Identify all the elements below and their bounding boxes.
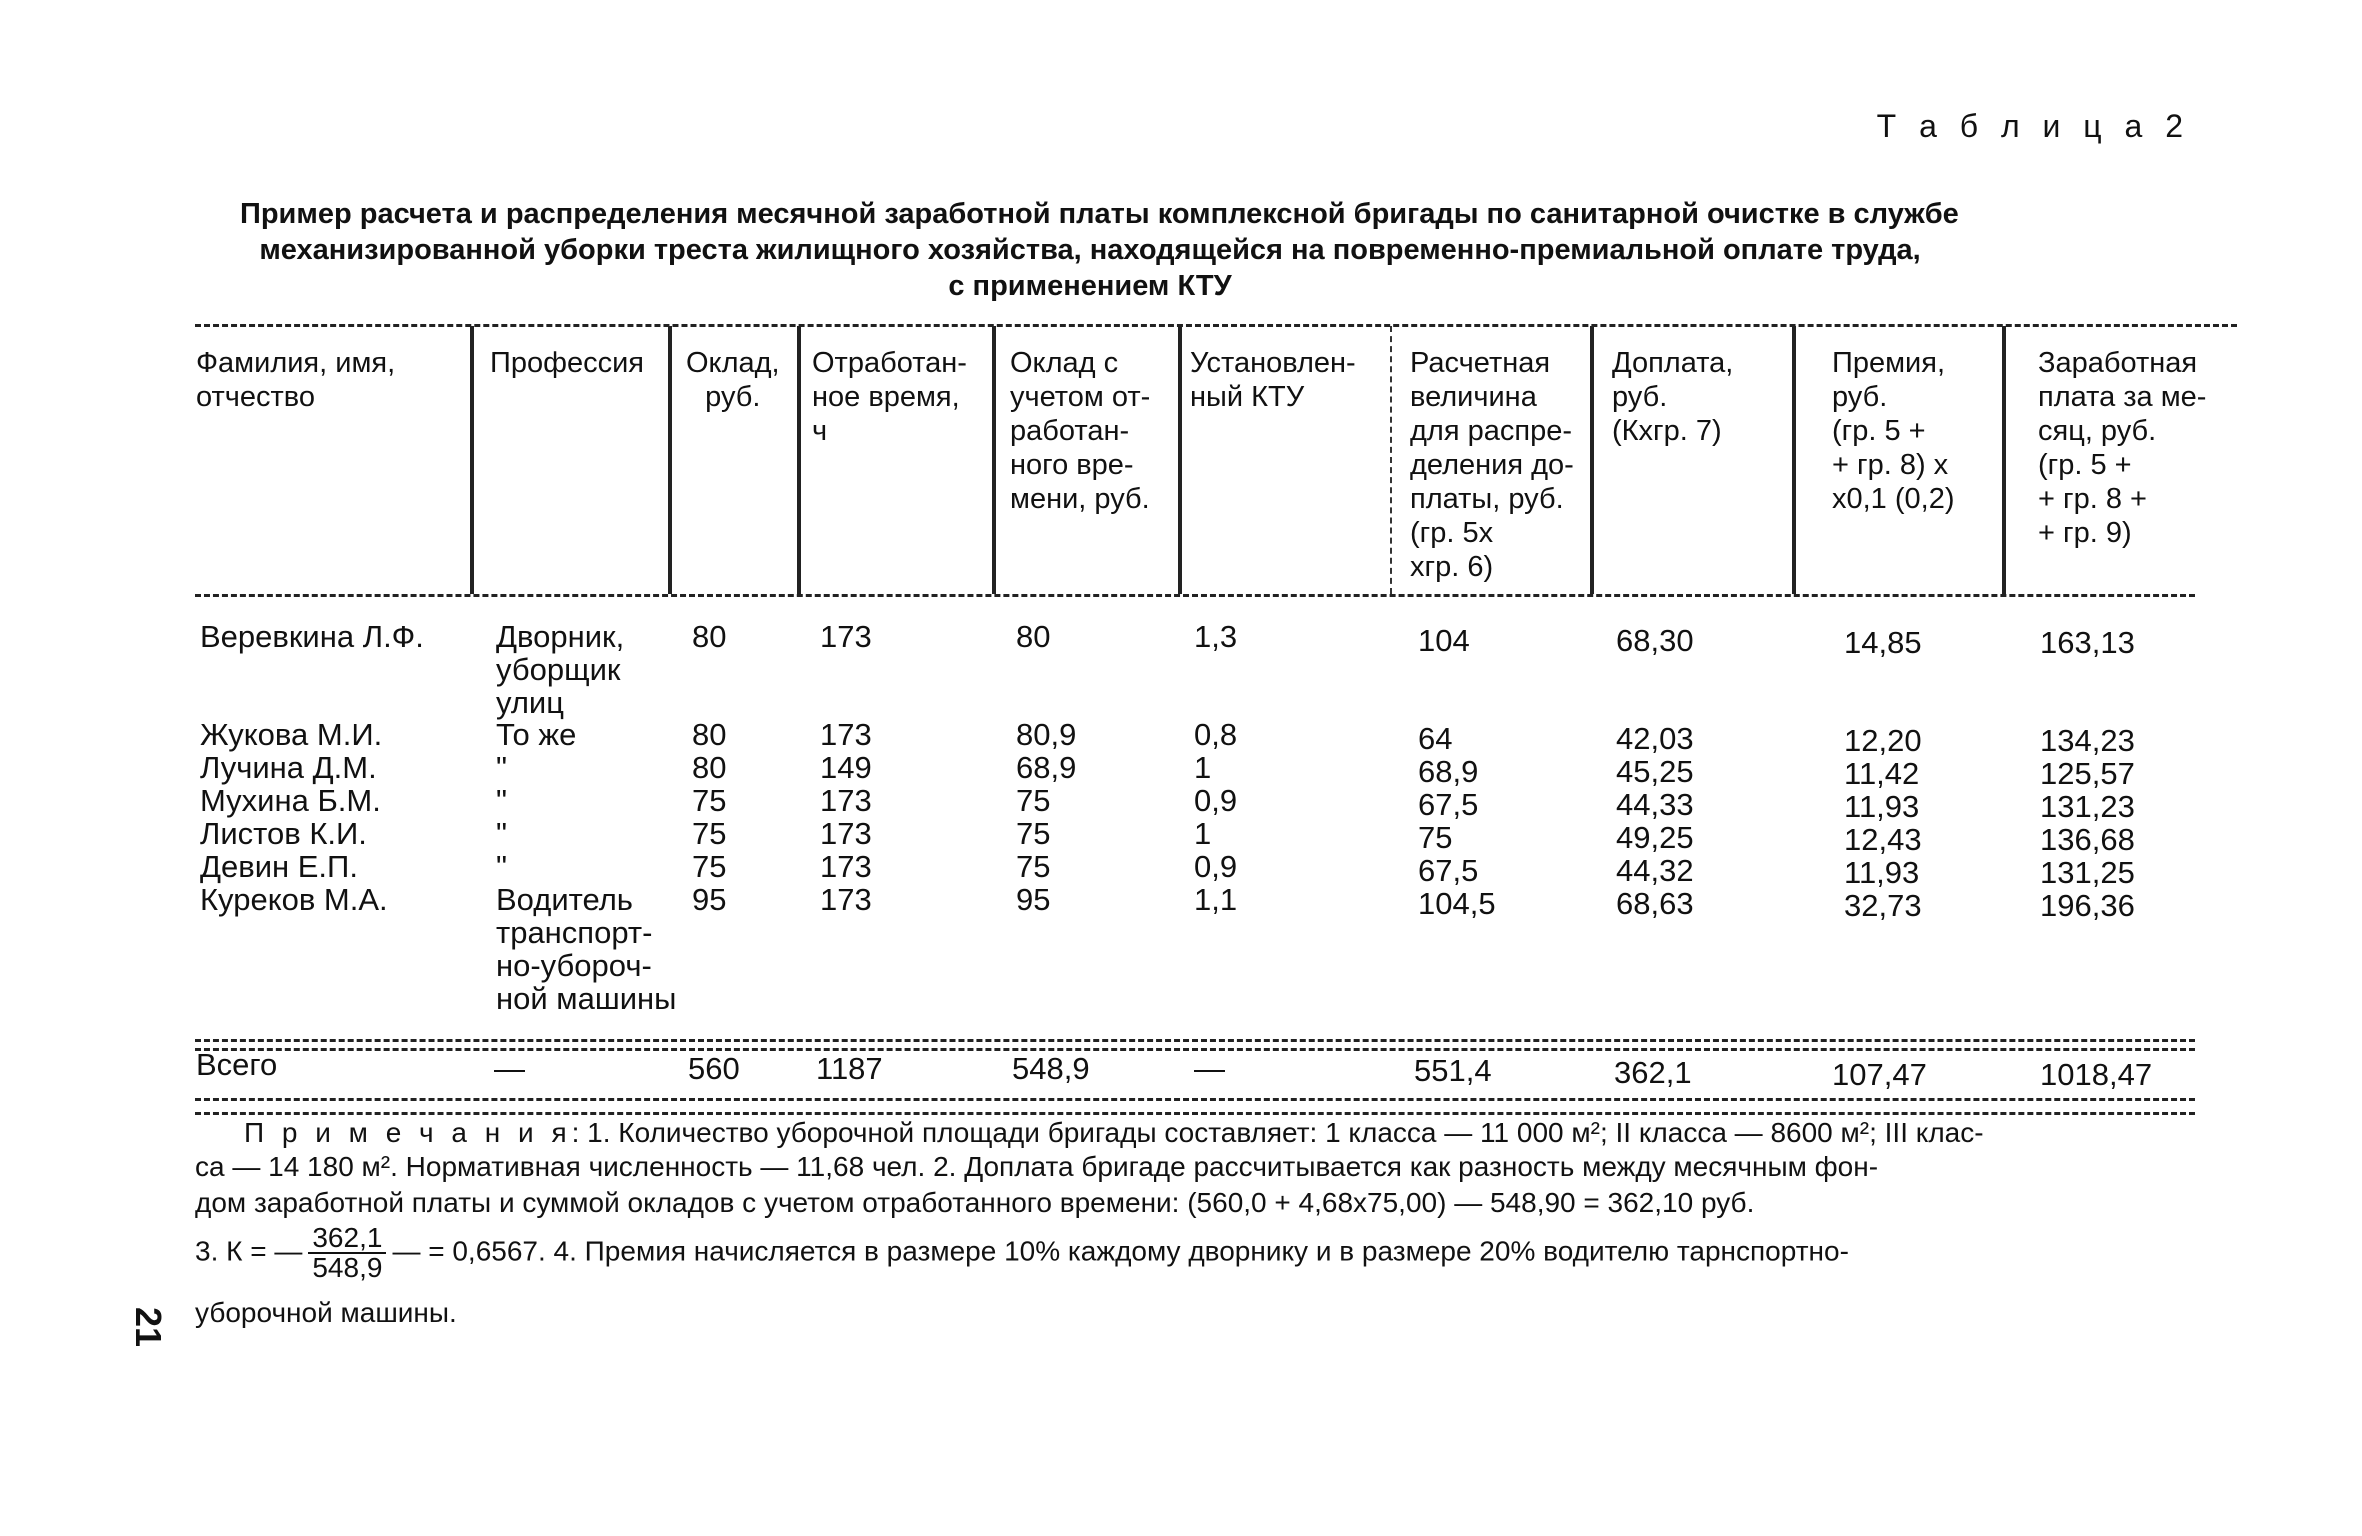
total-cell-calc: 551,4 (1414, 1053, 1492, 1088)
notes-label: П р и м е ч а н и я (244, 1117, 572, 1148)
header-profession: Профессия (490, 347, 644, 379)
table-row-cell-profession: " (496, 849, 508, 884)
col-divider-6 (1390, 326, 1392, 594)
table-row-cell-adj-salary: 75 (1016, 849, 1051, 884)
table-row-cell-salary: 80 (692, 717, 727, 752)
table-row-cell-name: Жукова М.И. (200, 717, 383, 752)
total-cell-adj-salary: 548,9 (1012, 1051, 1090, 1086)
table-row-cell-adj-salary: 75 (1016, 783, 1051, 818)
notes-line-1-text: : 1. Количество уборочной площади бригады составляет: 1 класса — 11 000 м²; II класса — 8600 м²; III клас- (571, 1117, 1984, 1148)
table-row-cell-profession: " (496, 816, 508, 851)
table-row-cell-name: Мухина Б.М. (200, 783, 381, 818)
table-row-cell-hours: 173 (820, 882, 872, 917)
table-row-cell-calc: 75 (1418, 820, 1453, 855)
table-row-cell-total: 163,13 (2040, 625, 2135, 660)
table-row-cell-salary: 75 (692, 849, 727, 884)
table-row-cell-ktu: 1,1 (1194, 882, 1238, 917)
table-row-cell-calc: 67,5 (1418, 787, 1479, 822)
table-row-cell-salary: 75 (692, 783, 727, 818)
table-row-cell-bonus: 11,93 (1844, 855, 1920, 890)
table-row-cell-profession: " (496, 750, 508, 785)
total-cell-total: 1018,47 (2040, 1057, 2153, 1092)
table-row-cell-calc: 67,5 (1418, 853, 1479, 888)
header-adj-salary: Оклад с учетом от- работан- ного вре- мени, руб. (1010, 347, 1151, 515)
header-name: Фамилия, имя, отчество (196, 347, 396, 413)
total-bottom-rule (195, 1098, 2195, 1101)
header-bottom-rule (195, 594, 2195, 597)
table-row-cell-ktu: 1 (1194, 816, 1212, 851)
table-row-cell-adj-salary: 95 (1016, 882, 1051, 917)
col-divider-5 (1178, 326, 1182, 594)
table-row-cell-hours: 173 (820, 717, 872, 752)
total-top-rule (195, 1039, 2195, 1042)
table-row-cell-salary: 95 (692, 882, 727, 917)
table-row-cell-name: Куреков М.А. (200, 882, 388, 917)
table-row-cell-profession: " (496, 783, 508, 818)
header-bonus: Премия, руб. (гр. 5 + + гр. 8) х х0,1 (0,2) (1832, 347, 1955, 515)
notes-line-3: дом заработной платы и суммой окладов с учетом отработанного времени: (560,0 + 4,68х75,00) — 548,90 = 362,10 руб. (195, 1187, 1755, 1218)
table-row-cell-ktu: 1 (1194, 750, 1212, 785)
table-row-cell-total: 134,23 (2040, 723, 2135, 758)
table-row-cell-extra: 68,63 (1616, 886, 1694, 921)
col-divider-7 (1590, 326, 1594, 594)
table-row-cell-total: 196,36 (2040, 888, 2135, 923)
table-row-cell-adj-salary: 75 (1016, 816, 1051, 851)
col-divider-1 (470, 326, 474, 594)
table-row-cell-extra: 42,03 (1616, 721, 1694, 756)
col-divider-3 (797, 326, 801, 594)
table-title (240, 196, 1959, 304)
title-line-3: с применением КТУ (948, 270, 1232, 302)
notes-top-rule (195, 1112, 2195, 1115)
table-label: Т а б л и ц а 2 (1876, 108, 2190, 144)
notes-line-1 (244, 1116, 1984, 1149)
total-cell-name: Всего (196, 1047, 278, 1082)
table-row-cell-total: 131,23 (2040, 789, 2135, 824)
notes-line-4 (195, 1224, 1849, 1282)
table-row-cell-hours: 149 (820, 750, 872, 785)
table-row-cell-adj-salary: 80,9 (1016, 717, 1077, 752)
page-number: 21 (128, 1306, 170, 1348)
table-row-cell-profession: То же (496, 717, 577, 752)
table-row-cell-hours: 173 (820, 849, 872, 884)
table-row-cell-ktu: 0,9 (1194, 783, 1238, 818)
total-cell-ktu: — (1194, 1051, 1225, 1086)
header-extra: Доплата, руб. (Кхгр. 7) (1612, 347, 1734, 447)
table-row-cell-bonus: 32,73 (1844, 888, 1922, 923)
notes-formula-prefix: 3. К = — (195, 1235, 303, 1267)
table-row-cell-calc: 68,9 (1418, 754, 1479, 789)
table-row-cell-bonus: 11,42 (1844, 756, 1920, 791)
table-row-cell-hours: 173 (820, 783, 872, 818)
table-row-cell-profession: Дворник, уборщик улиц (496, 619, 625, 720)
header-ktu: Установлен- ный КТУ (1190, 347, 1356, 413)
col-divider-2 (668, 326, 672, 594)
title-line-2: механизированной уборки треста жилищного хозяйства, находящейся на повременно-премиальной оплате труда, (259, 234, 1921, 266)
table-row-cell-name: Лучина Д.М. (200, 750, 377, 785)
total-cell-salary: 560 (688, 1051, 740, 1086)
table-row-cell-bonus: 12,43 (1844, 822, 1922, 857)
notes-fraction (308, 1224, 386, 1282)
fraction-denominator: 548,9 (312, 1252, 383, 1283)
header-calc: Расчетная величина для распре- деления до- платы, руб. (гр. 5х хгр. 6) (1410, 347, 1574, 583)
col-divider-8 (1792, 326, 1796, 594)
table-row-cell-hours: 173 (820, 619, 872, 654)
table-row-cell-name: Веревкина Л.Ф. (200, 619, 424, 654)
table-top-rule (195, 324, 2237, 327)
header-hours: Отработан- ное время, ч (812, 347, 967, 447)
col-divider-9 (2002, 326, 2006, 594)
table-row-cell-ktu: 0,9 (1194, 849, 1238, 884)
table-row-cell-calc: 64 (1418, 721, 1453, 756)
table-row-cell-bonus: 11,93 (1844, 789, 1920, 824)
table-row-cell-total: 125,57 (2040, 756, 2135, 791)
table-row-cell-extra: 68,30 (1616, 623, 1694, 658)
table-row-cell-salary: 75 (692, 816, 727, 851)
header-total: Заработная плата за ме- сяц, руб. (гр. 5 + + гр. 8 + + гр. 9) (2038, 347, 2207, 549)
table-row-cell-extra: 44,33 (1616, 787, 1694, 822)
header-salary: Оклад, руб. (686, 347, 780, 413)
total-cell-bonus: 107,47 (1832, 1057, 1927, 1092)
notes-line-2: са — 14 180 м². Нормативная численность — 11,68 чел. 2. Доплата бригаде рассчитывается как разность между месячным фон- (195, 1151, 1879, 1182)
table-row-cell-total: 136,68 (2040, 822, 2135, 857)
table-row-cell-ktu: 0,8 (1194, 717, 1238, 752)
table-row-cell-adj-salary: 68,9 (1016, 750, 1077, 785)
table-row-cell-calc: 104 (1418, 623, 1470, 658)
table-row-cell-bonus: 14,85 (1844, 625, 1922, 660)
table-row-cell-extra: 49,25 (1616, 820, 1694, 855)
table-row-cell-salary: 80 (692, 750, 727, 785)
col-divider-4 (992, 326, 996, 594)
notes-formula-rest: — = 0,6567. 4. Премия начисляется в размере 10% каждому дворнику и в размере 20% водителю тарнспортно- (392, 1235, 1849, 1267)
table-row-cell-salary: 80 (692, 619, 727, 654)
table-row-cell-extra: 44,32 (1616, 853, 1694, 888)
total-cell-profession: — (494, 1051, 525, 1086)
table-row-cell-adj-salary: 80 (1016, 619, 1051, 654)
notes-line-5: уборочной машины. (195, 1297, 457, 1328)
fraction-numerator: 362,1 (308, 1224, 386, 1254)
total-cell-hours: 1187 (816, 1051, 883, 1086)
table-row-cell-name: Листов К.И. (200, 816, 367, 851)
table-row-cell-ktu: 1,3 (1194, 619, 1238, 654)
title-line-1: Пример расчета и распределения месячной заработной платы комплексной бригады по санитарной очистке в службе (240, 198, 1959, 230)
table-row-cell-bonus: 12,20 (1844, 723, 1922, 758)
table-row-cell-total: 131,25 (2040, 855, 2135, 890)
table-row-cell-calc: 104,5 (1418, 886, 1496, 921)
total-cell-extra: 362,1 (1614, 1055, 1692, 1090)
table-row-cell-extra: 45,25 (1616, 754, 1694, 789)
table-row-cell-name: Девин Е.П. (200, 849, 358, 884)
table-row-cell-hours: 173 (820, 816, 872, 851)
table-row-cell-profession: Водитель транспорт- но-убороч- ной машины (496, 882, 677, 1016)
